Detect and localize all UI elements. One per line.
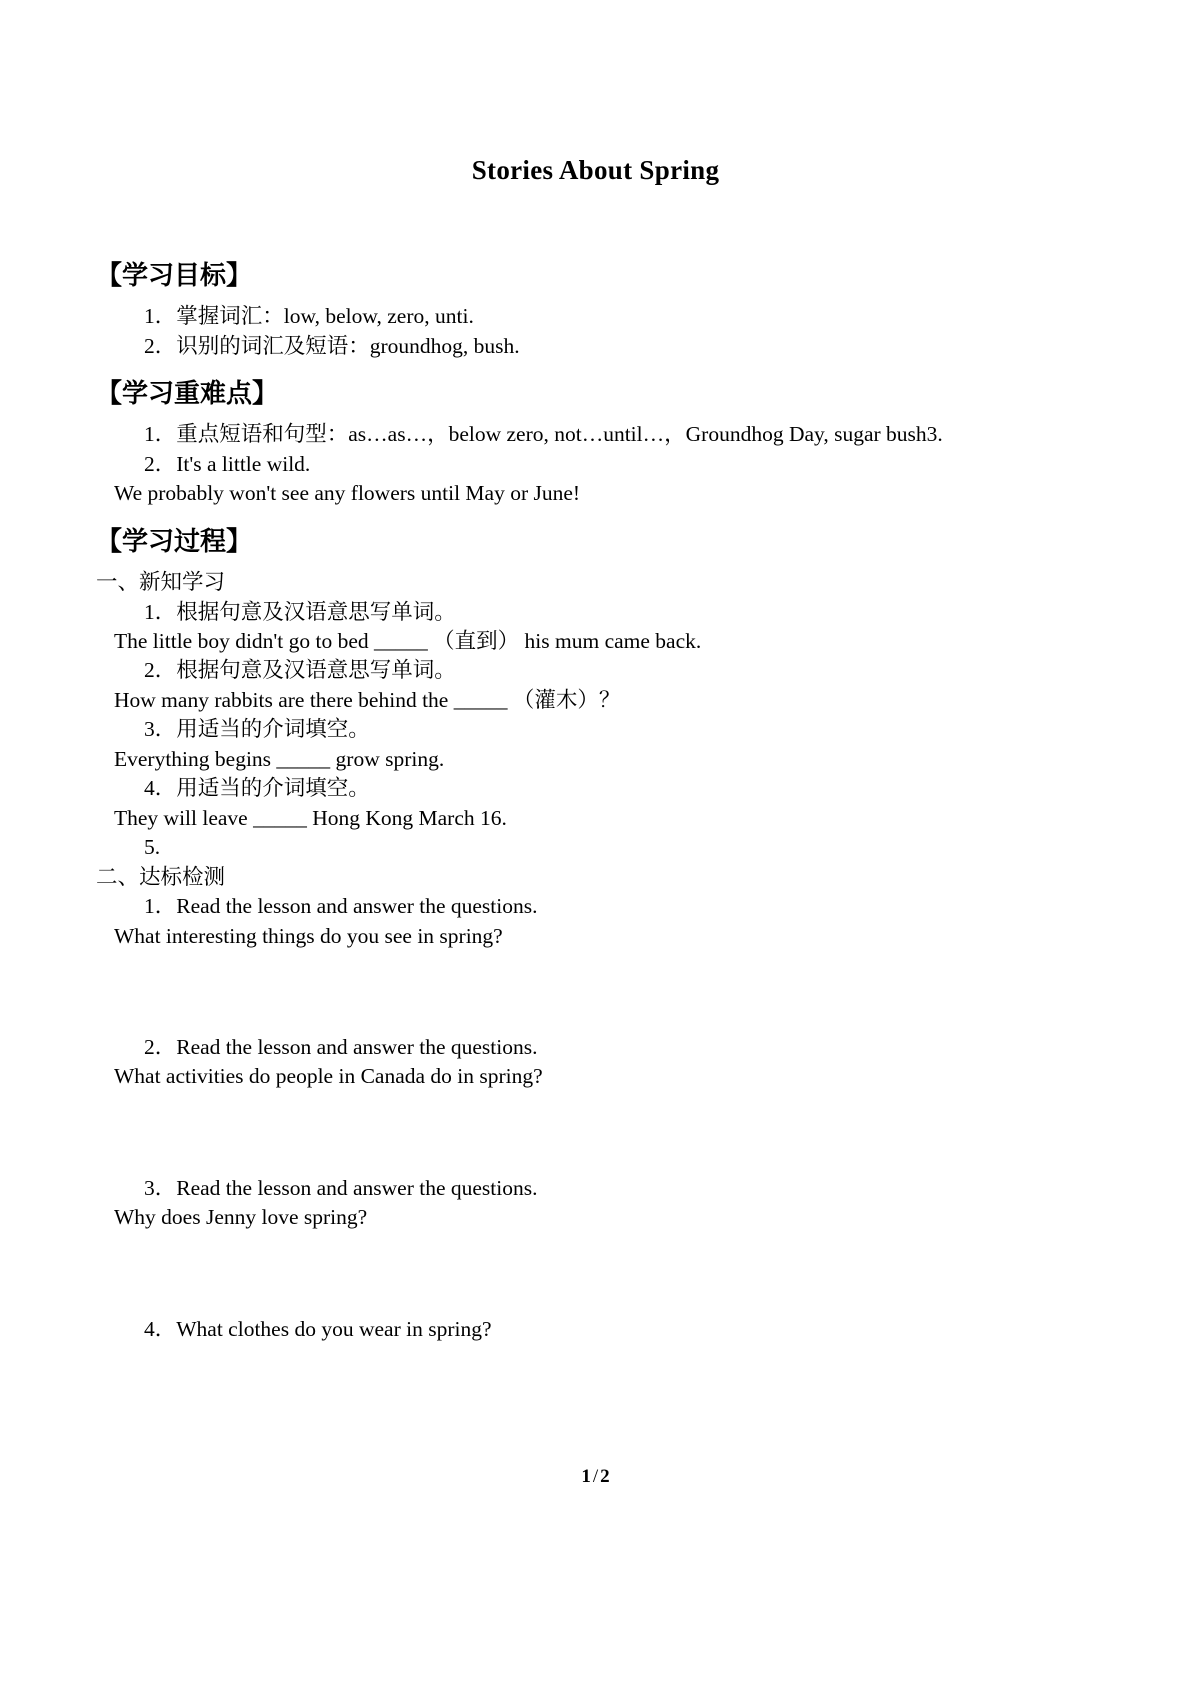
exercise-sentence: How many rabbits are there behind the _____ （灌木）？	[114, 687, 621, 712]
key-point-item: 1．重点短语和句型：as…as…，below zero, not…until…，Groundhog Day, sugar bush3.	[144, 422, 943, 447]
key-points-heading: 【学习重难点】	[96, 379, 279, 410]
section-learning-objectives	[96, 260, 1095, 361]
part-one-label: 一、新知学习	[96, 570, 226, 596]
objective-item: 2．识别的词汇及短语：groundhog, bush.	[144, 333, 520, 358]
section-learning-process	[96, 526, 1095, 1344]
part-two-label: 二、达标检测	[96, 864, 226, 890]
footer-current-page: 1	[581, 1466, 591, 1487]
answer-space[interactable]	[96, 1233, 1095, 1315]
exercise-prompt: 3．用适当的介词填空。	[144, 717, 370, 742]
test-question: Why does Jenny love spring?	[114, 1205, 368, 1230]
footer-total-pages: 2	[600, 1466, 610, 1487]
objective-item: 1．掌握词汇：low, below, zero, unti.	[144, 304, 474, 329]
test-question: What interesting things do you see in spring?	[114, 923, 503, 948]
answer-space[interactable]	[96, 1092, 1095, 1174]
answer-space[interactable]	[96, 951, 1095, 1033]
learning-objectives-heading: 【学习目标】	[96, 261, 253, 291]
exercise-prompt: 2．根据句意及汉语意思写单词。	[144, 658, 456, 683]
footer-separator: /	[592, 1466, 599, 1487]
learning-process-heading: 【学习过程】	[96, 526, 253, 557]
section-key-difficult-points	[96, 378, 1095, 509]
title-spacer	[96, 186, 1095, 260]
test-question: What activities do people in Canada do in spring?	[114, 1064, 543, 1089]
exercise-prompt: 5.	[144, 835, 161, 860]
page-title: Stories About Spring	[471, 155, 720, 185]
exercise-sentence: The little boy didn't go to bed _____ （直到） his mum came back.	[114, 628, 702, 653]
exercise-sentence: Everything begins _____ grow spring.	[114, 746, 445, 771]
test-prompt: 4．What clothes do you wear in spring?	[144, 1316, 492, 1341]
test-prompt: 3．Read the lesson and answer the questions.	[144, 1175, 538, 1200]
exercise-prompt: 1．根据句意及汉语意思写单词。	[144, 599, 456, 624]
key-point-item: 2．It's a little wild.	[144, 451, 311, 476]
exercise-sentence: They will leave _____ Hong Kong March 16.	[114, 805, 507, 830]
test-prompt: 1．Read the lesson and answer the questions.	[144, 894, 538, 919]
page-footer	[0, 1466, 1191, 1488]
test-prompt: 2．Read the lesson and answer the questions.	[144, 1034, 538, 1059]
exercise-prompt: 4．用适当的介词填空。	[144, 776, 370, 801]
key-point-sentence: We probably won't see any flowers until May or June!	[114, 481, 581, 506]
